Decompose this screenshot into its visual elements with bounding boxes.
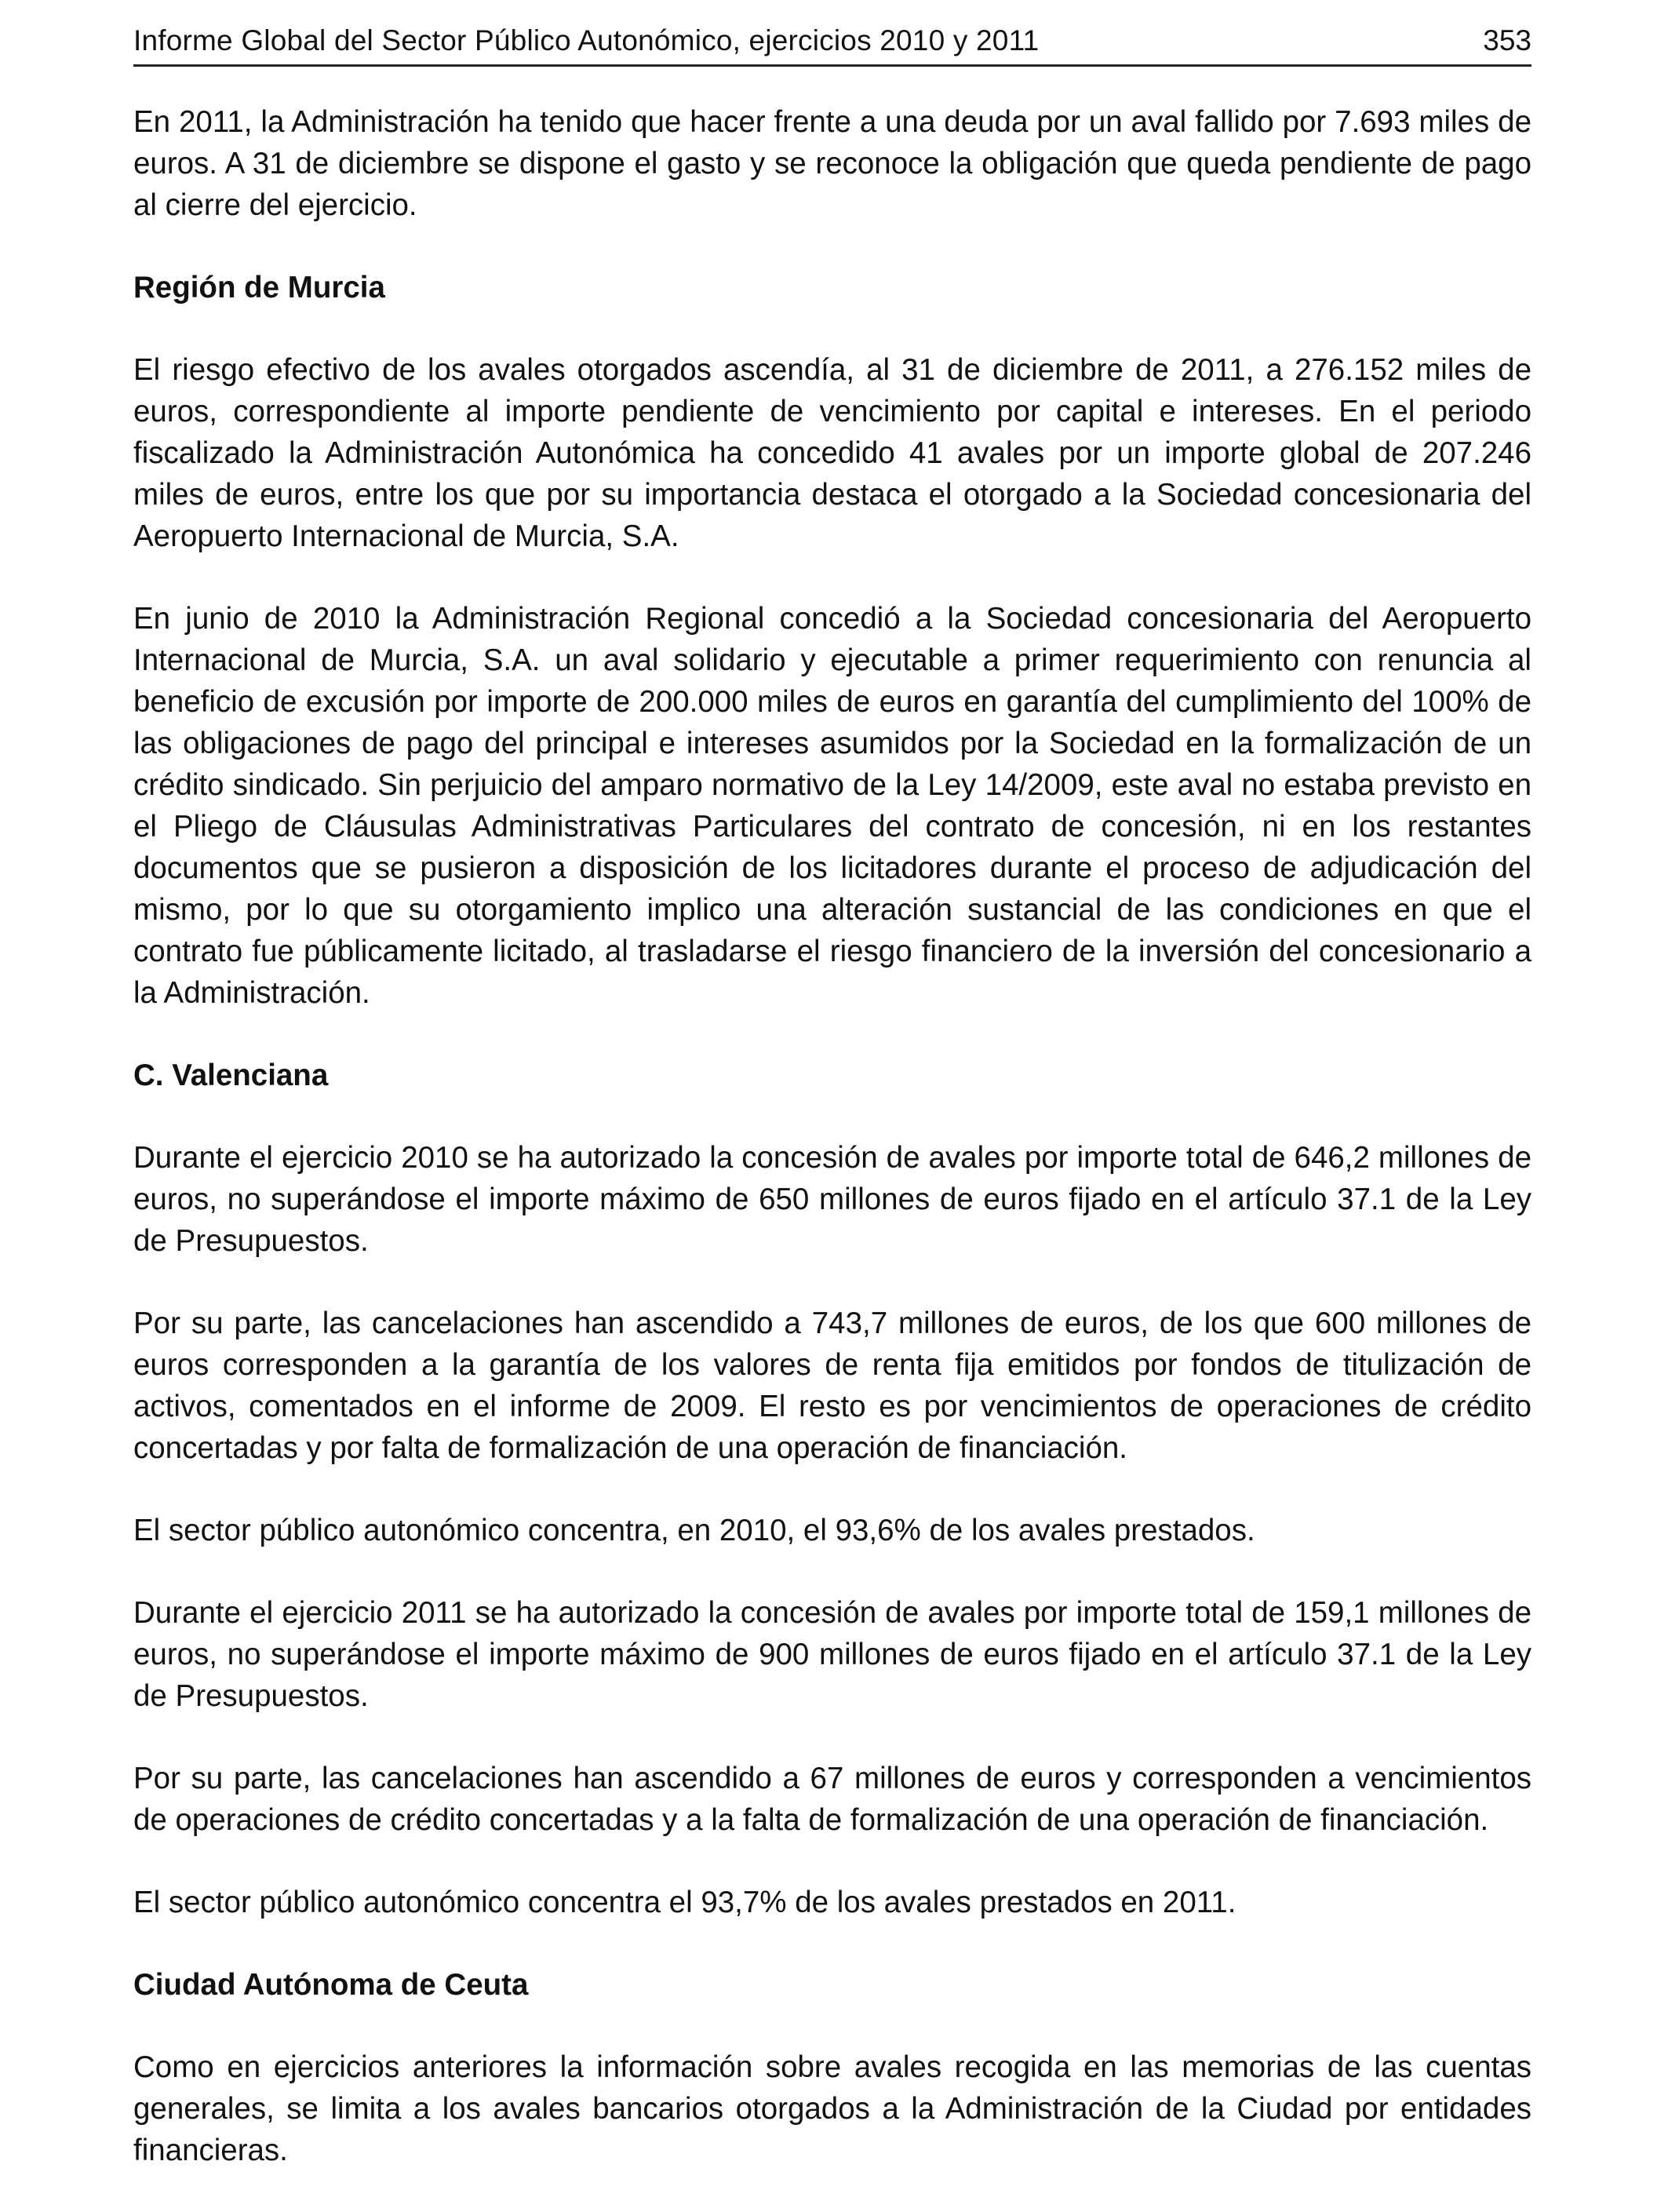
document-page [133, 0, 1531, 2212]
paragraph: El riesgo efectivo de los avales otorgados ascendía, al 31 de diciembre de 2011, a 276.152 miles de euros, correspondiente al importe pendiente de vencimiento por capital e intereses. En el periodo fiscalizado la Administración Autonómica ha concedido 41 avales por un importe global de 207.246 miles de euros, entre los que por su importancia destaca el otorgado a la Sociedad concesionaria del Aeropuerto Internacional de Murcia, S.A. [133, 353, 1531, 553]
section-heading-murcia: Región de Murcia [133, 271, 385, 304]
running-header [133, 0, 1531, 67]
paragraph: El sector público autonómico concentra el 93,7% de los avales prestados en 2011. [133, 1886, 1236, 1919]
header-title: Informe Global del Sector Público Autonómico, ejercicios 2010 y 2011 [133, 24, 1040, 56]
section-heading-ceuta: Ciudad Autónoma de Ceuta [133, 1968, 529, 2002]
paragraph: Por su parte, las cancelaciones han ascendido a 67 millones de euros y corresponden a vencimientos de operaciones de crédito concertadas y a la falta de formalización de una operación de financiación. [133, 1762, 1531, 1837]
paragraph: En 2011, la Administración ha tenido que hacer frente a una deuda por un aval fallido por 7.693 miles de euros. A 31 de diciembre se dispone el gasto y se reconoce la obligación que queda pendiente de pago al cierre del ejercicio. [133, 105, 1531, 222]
paragraph: Por su parte, las cancelaciones han ascendido a 743,7 millones de euros, de los que 600 millones de euros corresponden a la garantía de los valores de renta fija emitidos por fondos de titulización de activos, comentados en el informe de 2009. El resto es por vencimientos de operaciones de crédito concertadas y por falta de formalización de una operación de financiación. [133, 1306, 1531, 1465]
paragraph: Durante el ejercicio 2010 se ha autorizado la concesión de avales por importe total de 646,2 millones de euros, no superándose el importe máximo de 650 millones de euros fijado en el artículo 37.1 de la Ley de Presupuestos. [133, 1141, 1531, 1258]
document-body [133, 101, 1531, 2171]
paragraph: El sector público autonómico concentra, en 2010, el 93,6% de los avales prestados. [133, 1514, 1255, 1547]
section-heading-valenciana: C. Valenciana [133, 1059, 329, 1092]
paragraph: Como en ejercicios anteriores la información sobre avales recogida en las memorias de las cuentas generales, se limita a los avales bancarios otorgados a la Administración de la Ciudad por entidades financieras. [133, 2050, 1531, 2167]
paragraph: En junio de 2010 la Administración Regional concedió a la Sociedad concesionaria del Aeropuerto Internacional de Murcia, S.A. un aval solidario y ejecutable a primer requerimiento con renuncia al beneficio de excusión por importe de 200.000 miles de euros en garantía del cumplimiento del 100% de las obligaciones de pago del principal e intereses asumidos por la Sociedad en la formalización de un crédito sindicado. Sin perjuicio del amparo normativo de la Ley 14/2009, este aval no estaba previsto en el Pliego de Cláusulas Administrativas Particulares del contrato de concesión, ni en los restantes documentos que se pusieron a disposición de los licitadores durante el proceso de adjudicación del mismo, por lo que su otorgamiento implico una alteración sustancial de las condiciones en que el contrato fue públicamente licitado, al trasladarse el riesgo financiero de la inversión del concesionario a la Administración. [133, 602, 1531, 1010]
paragraph: Durante el ejercicio 2011 se ha autorizado la concesión de avales por importe total de 159,1 millones de euros, no superándose el importe máximo de 900 millones de euros fijado en el artículo 37.1 de la Ley de Presupuestos. [133, 1596, 1531, 1713]
page-number: 353 [1483, 24, 1531, 56]
